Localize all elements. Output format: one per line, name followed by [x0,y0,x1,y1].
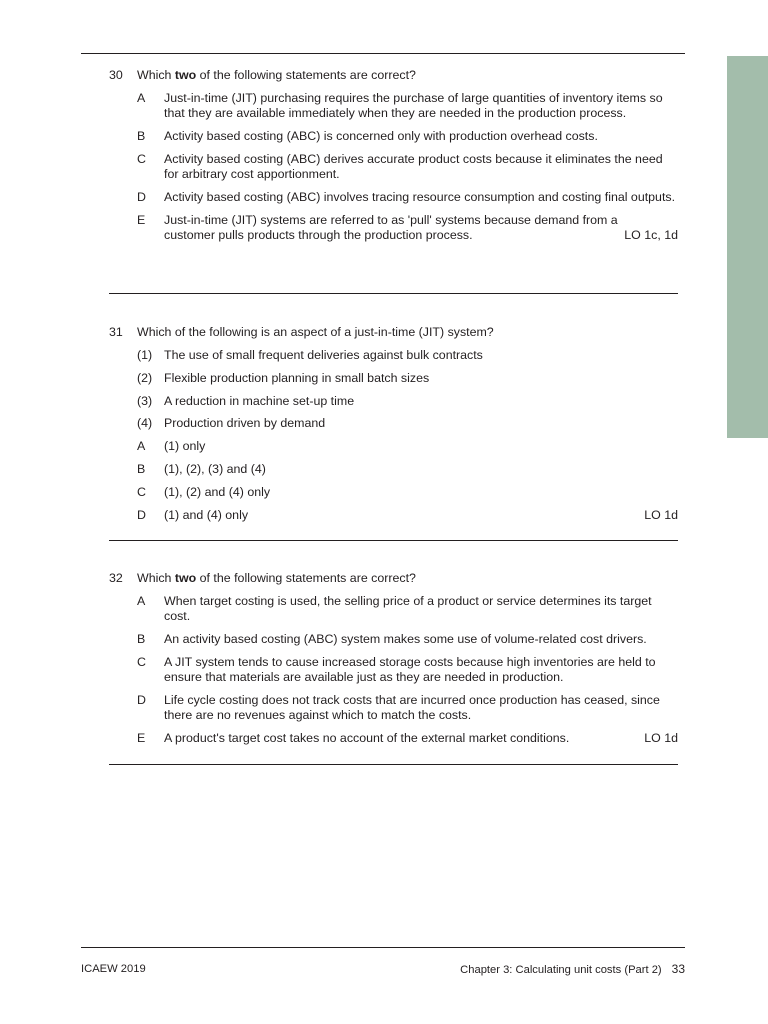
page-number: 33 [671,962,685,976]
question-32 [109,571,678,754]
option-key: A [137,594,146,608]
option-key: C [137,484,146,499]
option-key: D [137,507,146,522]
option-e [109,213,678,244]
learning-outcome: LO 1c, 1d [624,228,678,243]
question-number: 32 [109,571,123,585]
question-divider [109,764,678,765]
option-a [109,439,678,454]
footer-rule [81,947,685,948]
option-key: C [137,654,146,669]
option-c [109,485,678,500]
option-e [109,731,678,746]
option-text: (1), (2) and (4) only [164,484,271,499]
footer-chapter-title: Chapter 3: Calculating unit costs (Part 2) [460,964,662,976]
statement-text: Production driven by demand [164,416,326,431]
question-number: 31 [109,325,123,339]
option-a [109,594,678,625]
footer-publisher: ICAEW 2019 [81,963,146,975]
option-a [109,91,678,122]
option-text-with-lo: LO 1d (1) and (4) only [164,507,678,522]
option-key: D [137,189,146,204]
option-key: A [137,91,146,105]
learning-outcome: LO 1d [644,507,678,522]
option-d [109,693,678,724]
statement-1 [109,348,678,363]
option-text: Activity based costing (ABC) involves tracing resource consumption and costing final outputs. [164,189,676,204]
option-b [109,129,678,144]
chapter-side-tab [727,56,768,438]
option-text: (1) only [164,439,206,454]
statement-key: (3) [137,393,153,408]
option-text: Activity based costing (ABC) derives accurate product costs because it eliminates the need for arbitrary cost apportionment. [164,151,663,182]
question-divider [109,540,678,541]
statement-4 [109,416,678,431]
statement-text: The use of small frequent deliveries against bulk contracts [164,348,483,362]
statement-text: Flexible production planning in small batch sizes [164,370,430,385]
option-key: C [137,151,146,166]
footer-chapter-info [460,962,685,977]
option-d [109,190,678,205]
option-key: B [137,461,146,476]
option-c [109,655,678,686]
question-text: Which two of the following statements are correct? [137,68,416,82]
learning-outcome: LO 1d [644,731,678,746]
question-stem [109,571,678,586]
question-number: 30 [109,68,123,82]
option-text: (1), (2), (3) and (4) [164,461,266,476]
option-b [109,632,678,647]
question-text: Which of the following is an aspect of a just-in-time (JIT) system? [137,325,494,339]
option-key: D [137,692,146,707]
option-text-with-lo: LO 1c, 1d Just-in-time (JIT) systems are referred to as 'pull' systems because demand from a customer pulls products through the production process. [164,212,678,243]
option-text-with-lo: LO 1d A product's target cost takes no account of the external market conditions. [164,731,678,746]
question-31 [109,325,678,530]
question-stem [109,68,678,83]
option-key: E [137,212,146,227]
statement-key: (4) [137,416,153,431]
question-divider [109,293,678,294]
option-key: B [137,129,146,144]
option-text: A JIT system tends to cause increased storage costs because high inventories are held to ensure that materials are available just as they are needed in production. [164,654,656,685]
option-key: B [137,632,146,647]
option-key: E [137,731,146,746]
option-text: Life cycle costing does not track costs that are incurred once production has ceased, since there are no revenues against which to match the costs. [164,692,660,723]
option-c [109,152,678,183]
option-key: A [137,439,146,454]
question-stem [109,325,678,340]
header-rule [81,53,685,54]
statement-key: (1) [137,348,153,362]
question-30 [109,68,678,251]
option-text: Activity based costing (ABC) is concerned only with production overhead costs. [164,129,598,144]
statement-key: (2) [137,370,153,385]
statement-2 [109,371,678,386]
option-text: When target costing is used, the selling price of a product or service determines its target cost. [164,594,652,624]
statement-text: A reduction in machine set-up time [164,393,355,408]
statement-3 [109,394,678,409]
option-b [109,462,678,477]
question-text: Which two of the following statements are correct? [137,571,416,585]
option-d [109,508,678,523]
option-text: Just-in-time (JIT) purchasing requires the purchase of large quantities of inventory items so that they are available immediately when they are needed in the production process. [164,91,663,121]
option-text: An activity based costing (ABC) system makes some use of volume-related cost drivers. [164,632,647,647]
